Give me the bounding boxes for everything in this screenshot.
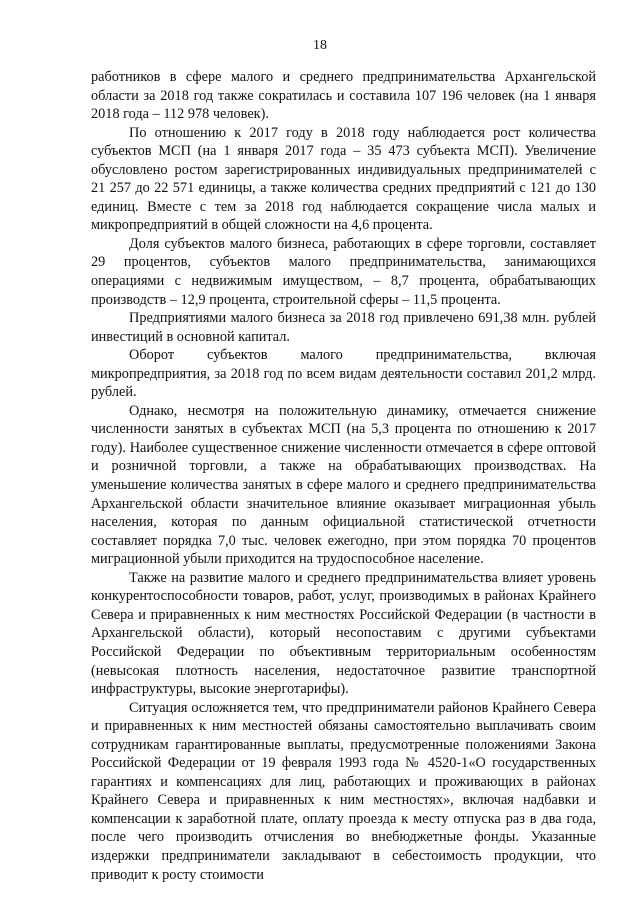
paragraph-2: По отношению к 2017 году в 2018 году наблюдается рост количества субъектов МСП (на 1 января 2017 года – 35 473 субъекта МСП). Увеличение обусловлено ростом зарегистрированных индивидуальных предпринимателей с 21 257 до 22 571 единицы, а также количества средних предприятий с 121 до 130 единиц. Вместе с тем за 2018 год наблюдается сокращение числа малых и микропредприятий в общей сложности на 4,6 процента. [91,124,596,234]
paragraph-6: Однако, несмотря на положительную динамику, отмечается снижение численности занятых в субъектах МСП (на 5,3 процента по отношению к 2017 году). Наиболее существенное снижение численности отмечается в сфере оптовой и розничной торговли, а также на обрабатывающих производствах. На уменьшение количества занятых в сфере малого и среднего предпринимательства Архангельской области значительное влияние оказывает миграционная убыль населения, которая по данным официальной статистической отчетности составляет порядка 7,0 тыс. человек ежегодно, при этом порядка 70 процентов миграционной убыли приходится на трудоспособное население. [91,402,596,568]
paragraph-3: Доля субъектов малого бизнеса, работающих в сфере торговли, составляет 29 процентов, субъектов малого предпринимательства, занимающихся операциями с недвижимым имуществом, – 8,7 процента, обрабатывающих производств – 12,9 процента, строительной сферы – 11,5 процента. [91,235,596,308]
paragraph-7: Также на развитие малого и среднего предпринимательства влияет уровень конкурентоспособности товаров, работ, услуг, производимых в районах Крайнего Севера и приравненных к ним местностях Российской Федерации (в частности в Архангельской области), который несопоставим с другими субъектами Российской Федерации по объективным территориальным особенностям (невысокая плотность населения, недостаточное развитие транспортной инфраструктуры, высокие энерготарифы). [91,569,596,698]
document-body [91,68,596,884]
paragraph-8: Ситуация осложняется тем, что предприниматели районов Крайнего Севера и приравненных к ним местностей обязаны самостоятельно выплачивать своим сотрудникам гарантированные выплаты, предусмотренные положениями Закона Российской Федерации от 19 февраля 1993 года № 4520-1«О государственных гарантиях и компенсациях для лиц, работающих и проживающих в районах Крайнего Севера и приравненных к ним местностях», включая надбавки и компенсации к заработной плате, оплату проезда к месту отпуска раз в два года, после чего производить отчисления во внебюджетные фонды. Указанные издержки предприниматели закладывают в себестоимость продукции, что приводит к росту стоимости [91,699,596,883]
page-number: 18 [313,38,327,53]
paragraph-5: Оборот субъектов малого предпринимательства, включая микропредприятия, за 2018 год по всем видам деятельности составил 201,2 млрд. рублей. [91,347,596,401]
paragraph-4: Предприятиями малого бизнеса за 2018 год привлечено 691,38 млн. рублей инвестиций в основной капитал. [91,310,596,345]
paragraph-1: работников в сфере малого и среднего предпринимательства Архангельской области за 2018 год также сократилась и составила 107 196 человек (на 1 января 2018 года – 112 978 человек). [91,69,596,123]
